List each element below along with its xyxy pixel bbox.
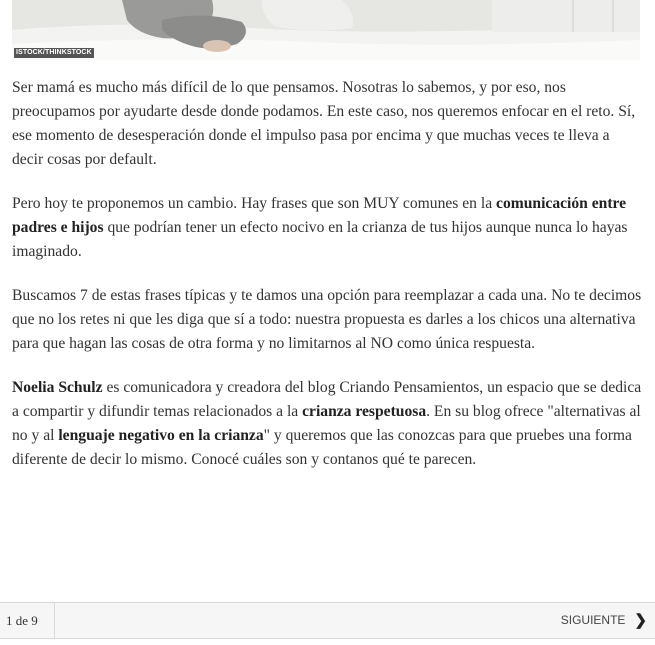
- paragraph-3-text: Buscamos 7 de estas frases típicas y te damos una opción para reemplazar a cada una. No te decimos que no los retes ni que les diga que sí a todo: nuestra propuesta es darles a los chicos una alternativa para que hagan las cosas de otra forma y no limitarnos al NO como única respuesta.: [12, 287, 642, 352]
- paragraph-1: [12, 76, 644, 172]
- paragraph-4-text-a: es comunicadora y creadora del blog Criando Pensamientos, un espacio que se dedica a compartir y difundir temas relacionados a la: [12, 379, 642, 420]
- paragraph-1-text: Ser mamá es mucho más difícil de lo que pensamos. Nosotras lo sabemos, y por eso, nos preocupamos por ayudarte desde donde podamos. En este caso, nos queremos enfocar en el reto. Sí, ese momento de desesperación donde el impulso pasa por encima y que muchas veces te lleva a decir cosas por default.: [12, 79, 636, 168]
- paragraph-2-text-a: Pero hoy te proponemos un cambio. Hay frases que son MUY comunes en la: [12, 195, 497, 212]
- paragraph-2-text-b: que podrían tener un efecto nocivo en la crianza de tus hijos aunque nunca lo hayas imaginado.: [12, 219, 628, 260]
- page-counter: 1 de 9: [0, 603, 55, 638]
- article-body: [12, 76, 644, 492]
- paragraph-3: [12, 284, 644, 356]
- next-button[interactable]: [561, 603, 647, 638]
- photo-credit: ISTOCK/THINKSTOCK: [16, 49, 92, 56]
- next-button-label: SIGUIENTE: [560, 613, 626, 627]
- paragraph-4-text-c: " y queremos que las conozcas para que pruebes una forma diferente de decir lo mismo. Conocé cuáles son y contanos qué te parecen.: [12, 427, 632, 468]
- hero-image: [12, 0, 640, 60]
- chevron-right-icon: ❯: [634, 612, 647, 629]
- paragraph-4: [12, 376, 644, 472]
- bold-padres-hijos: comunicación entre padres e hijos: [12, 195, 627, 236]
- bold-author-name: Noelia Schulz: [12, 379, 103, 396]
- gallery-footer: [0, 602, 655, 639]
- paragraph-2: [12, 192, 644, 264]
- bold-lenguaje-negativo: lenguaje negativo en la crianza: [58, 427, 264, 444]
- hero-photo-illustration: [12, 0, 640, 60]
- bold-crianza-respetuosa: crianza respetuosa: [302, 403, 427, 420]
- paragraph-4-text-b: . En su blog ofrece "alternativas al no y al: [12, 403, 641, 444]
